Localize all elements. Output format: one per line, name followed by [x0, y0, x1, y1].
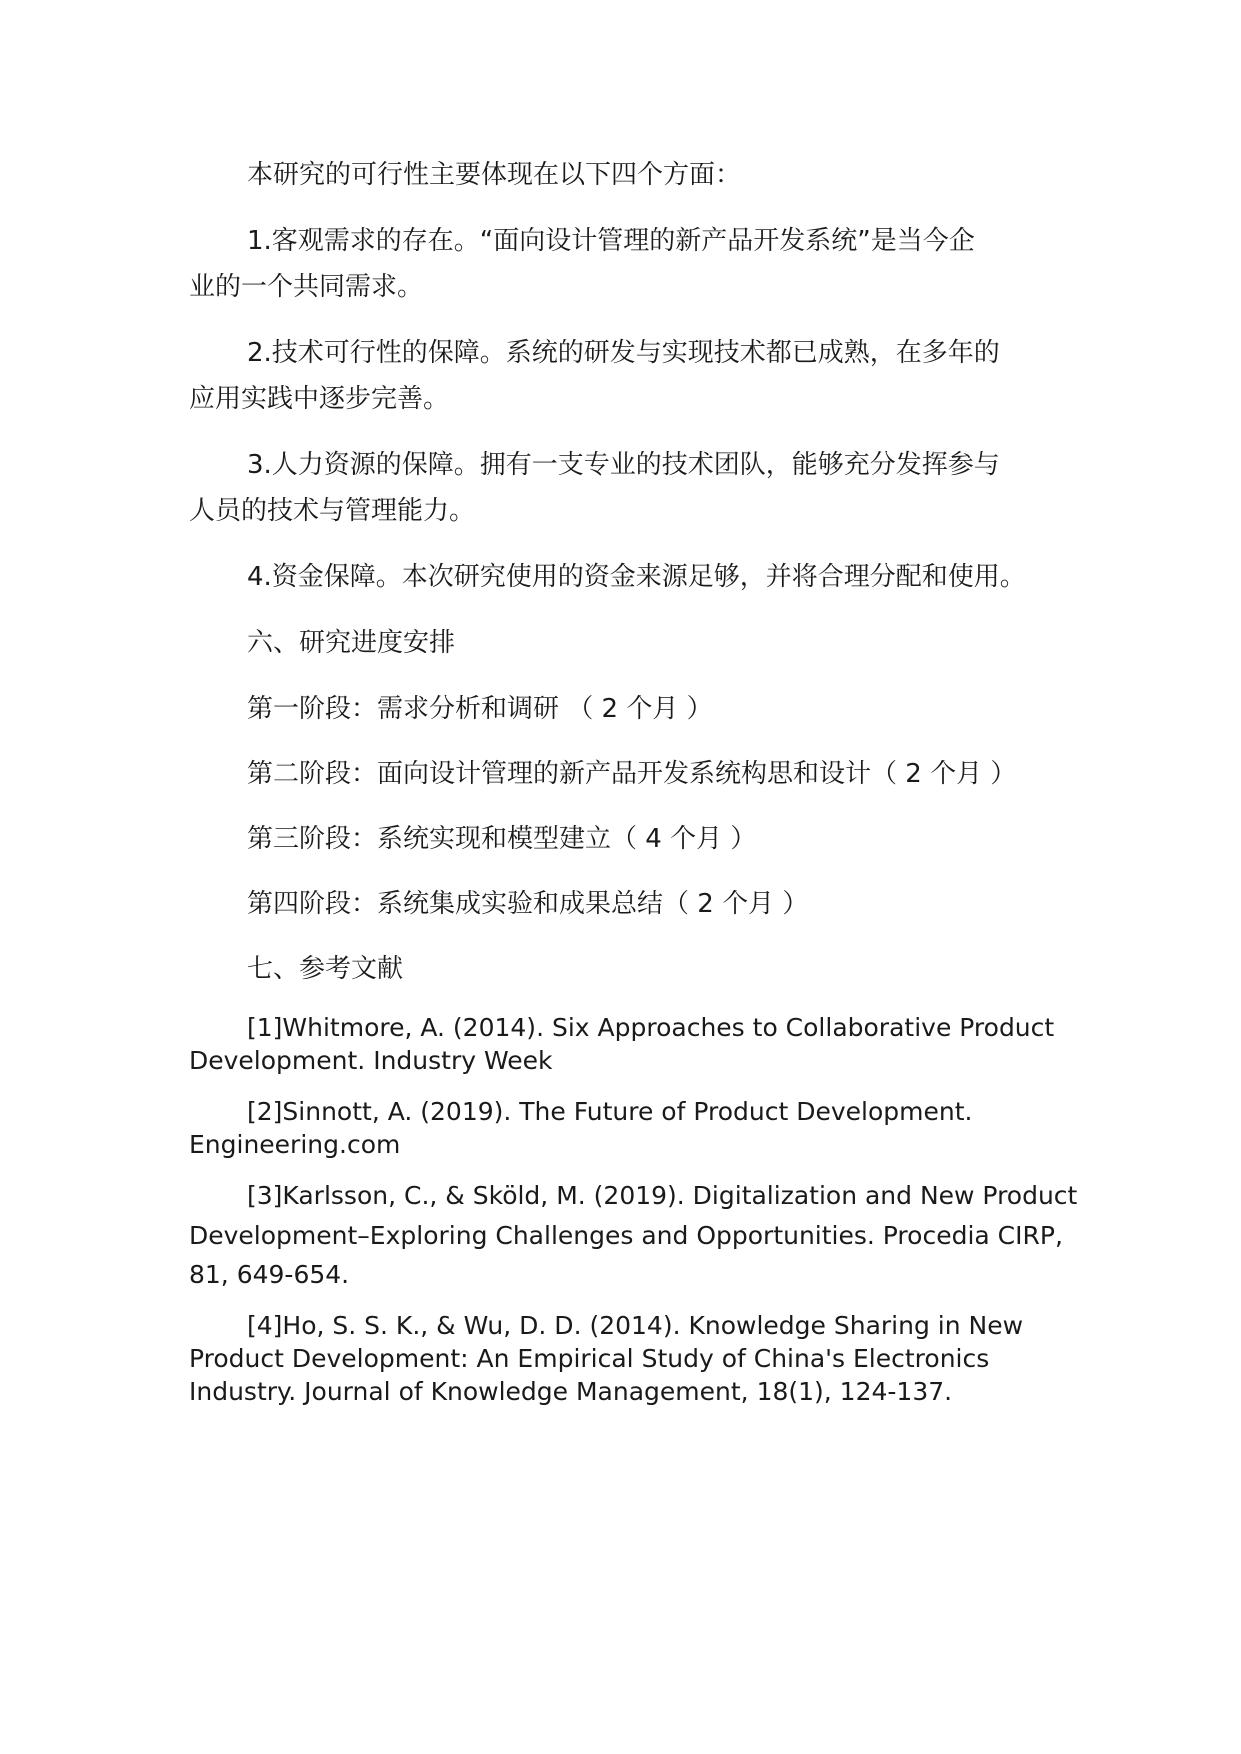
- intro-paragraph: 本研究的可行性主要体现在以下四个方面：: [247, 160, 742, 190]
- reference-4-line-1: [4]Ho, S. S. K., & Wu, D. D. (2014). Knowledge Sharing in New: [247, 1311, 1024, 1340]
- schedule-stage-4: 第四阶段：系统集成实验和成果总结（ 2 个月 ）: [247, 889, 809, 919]
- reference-1-line-1: [1]Whitmore, A. (2014). Six Approaches to Collaborative Product: [247, 1013, 1055, 1042]
- feasibility-item-4: 4.资金保障。本次研究使用的资金来源足够，并将合理分配和使用。: [247, 562, 1026, 592]
- schedule-stage-3: 第三阶段：系统实现和模型建立（ 4 个月 ）: [247, 824, 757, 854]
- feasibility-item-2-line-2: 应用实践中逐步完善。: [189, 384, 450, 414]
- feasibility-item-1-line-2: 业的一个共同需求。: [189, 272, 424, 302]
- schedule-stage-2: 第二阶段：面向设计管理的新产品开发系统构思和设计（ 2 个月 ）: [247, 759, 1017, 789]
- schedule-heading: 六、研究进度安排: [247, 628, 456, 658]
- reference-3-line-3: 81, 649-654.: [189, 1260, 350, 1289]
- feasibility-item-3-line-2: 人员的技术与管理能力。: [189, 496, 476, 526]
- reference-4-line-2: Product Development: An Empirical Study of China's Electronics: [189, 1344, 990, 1373]
- feasibility-item-1-line-1: 1.客观需求的存在。“面向设计管理的新产品开发系统”是当今企: [247, 226, 975, 256]
- reference-4-line-3: Industry. Journal of Knowledge Management, 18(1), 124-137.: [189, 1377, 953, 1406]
- feasibility-item-3-line-1: 3.人力资源的保障。拥有一支专业的技术团队，能够充分发挥参与: [247, 450, 1000, 480]
- feasibility-item-2-line-1: 2.技术可行性的保障。系统的研发与实现技术都已成熟，在多年的: [247, 338, 1000, 368]
- reference-1-line-2: Development. Industry Week: [189, 1046, 553, 1075]
- reference-2-line-2: Engineering.com: [189, 1130, 401, 1159]
- reference-3-line-2: Development–Exploring Challenges and Opportunities. Procedia CIRP,: [189, 1221, 1063, 1250]
- schedule-stage-1: 第一阶段：需求分析和调研 （ 2 个月 ）: [247, 694, 713, 724]
- reference-3-line-1: [3]Karlsson, C., & Sköld, M. (2019). Digitalization and New Product: [247, 1181, 1078, 1210]
- reference-2-line-1: [2]Sinnott, A. (2019). The Future of Product Development.: [247, 1097, 973, 1126]
- references-heading: 七、参考文献: [247, 954, 404, 984]
